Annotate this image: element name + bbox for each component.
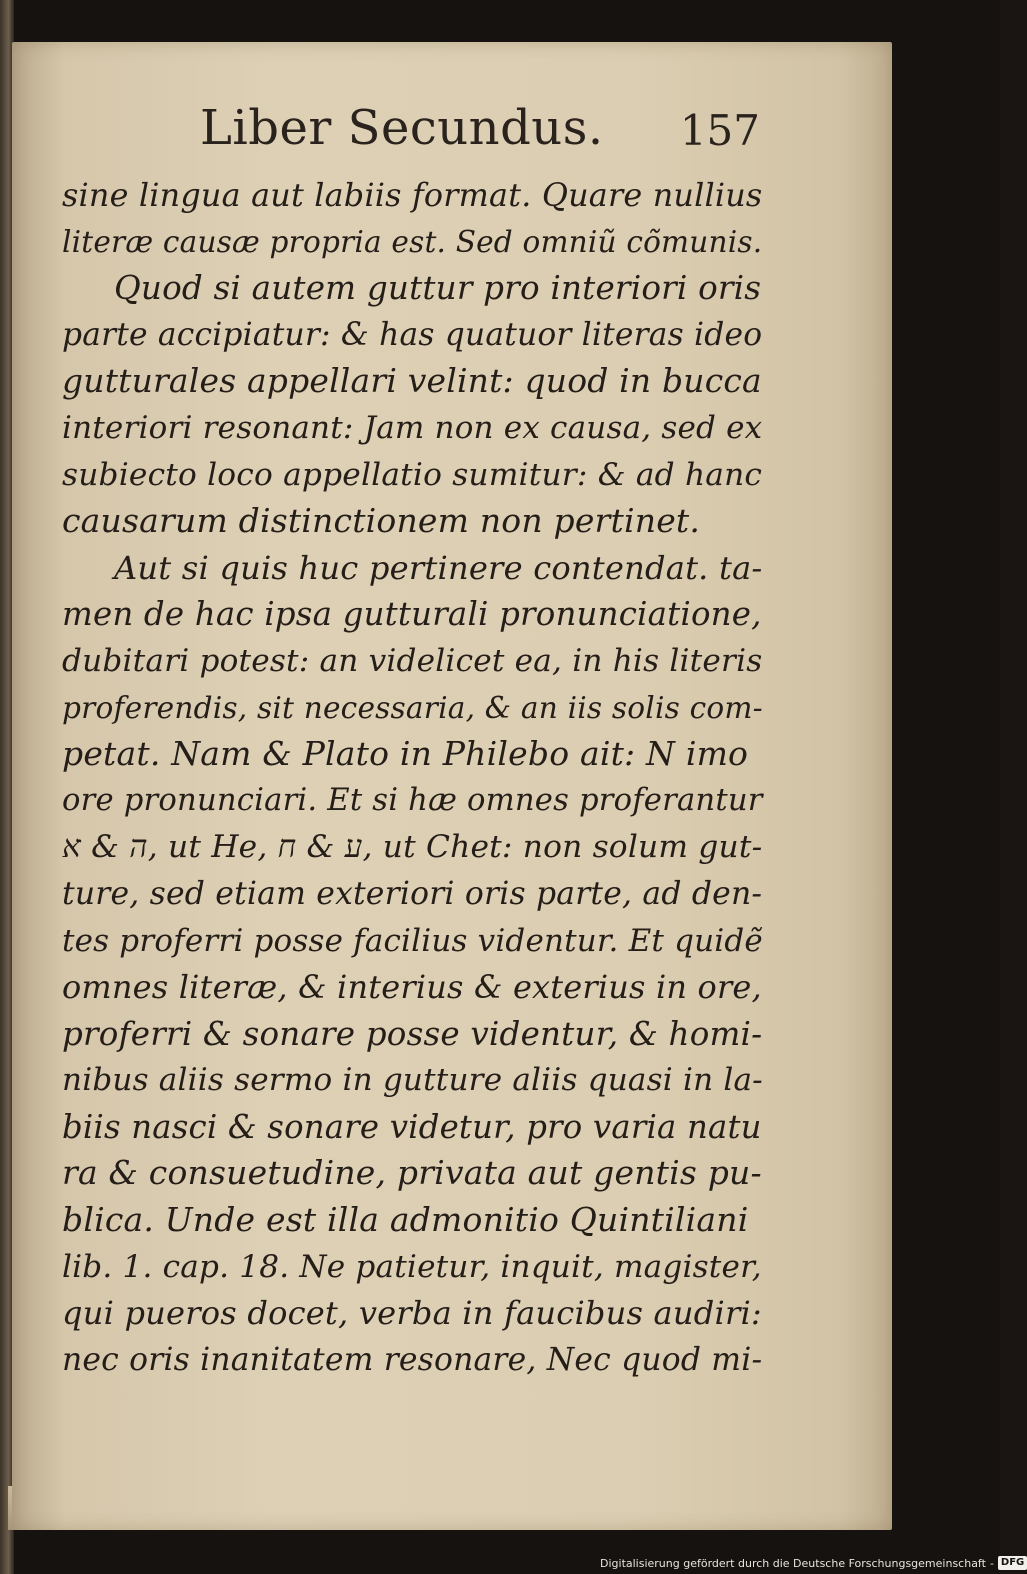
text-line: petat. Nam & Plato in Philebo ait: N imo (62, 734, 749, 774)
text-line: proferendis, sit necessaria, & an iis solis com- (62, 690, 763, 725)
credit-separator: - (989, 1556, 994, 1570)
digitization-credit (600, 1554, 1027, 1572)
text-line: literæ causæ propria est. Sed omniũ cõmunis. (62, 224, 763, 259)
text-line: biis nasci & sonare videtur, pro varia natu (62, 1107, 762, 1146)
credit-text: Digitalisierung gefördert durch die Deutsche Forschungsgemeinschaft (600, 1556, 986, 1570)
text-line: nibus aliis sermo in gutture aliis quasi in la- (62, 1062, 763, 1099)
text-line: interiori resonant: Jam non ex causa, sed ex (62, 409, 763, 446)
dfg-logo: DFG (998, 1556, 1027, 1570)
text-line: causarum distinctionem non pertinet. (62, 501, 701, 541)
text-line: subiecto loco appellatio sumitur: & ad hanc (62, 456, 763, 493)
text-line: Aut si quis huc pertinere contendat. ta- (114, 548, 763, 587)
text-line: Quod si autem guttur pro interiori oris (114, 269, 762, 308)
text-line: men de hac ipsa gutturali pronunciatione, (62, 595, 762, 634)
body-text (62, 172, 762, 1383)
text-line: blica. Unde est illa admonitio Quintiliani (62, 1200, 749, 1240)
text-line: lib. 1. cap. 18. Ne patietur, inquit, magister, (62, 1248, 762, 1285)
text-line: sine lingua aut labiis format. Quare nullius (62, 176, 763, 214)
text-line: ture, sed etiam exteriori oris parte, ad den- (62, 875, 763, 912)
text-line: parte accipiatur: & has quatuor literas ideo (62, 316, 763, 353)
text-line: qui pueros docet, verba in faucibus audiri: (62, 1294, 762, 1333)
text-line: dubitari potest: an videlicet ea, in his literis (62, 642, 763, 679)
page-number: 157 (679, 106, 760, 155)
text-line: tes proferri posse facilius videntur. Et quidẽ (62, 922, 763, 959)
text-line: omnes literæ, & interius & exterius in ore, (62, 968, 762, 1007)
text-line: ra & consuetudine, privata aut gentis pu- (62, 1153, 762, 1193)
text-line: nec oris inanitatem resonare, Nec quod mi- (62, 1341, 763, 1378)
text-line: ore pronunciari. Et si hæ omnes proferantur (62, 782, 763, 818)
text-line: proferri & sonare posse videntur, & homi- (62, 1014, 763, 1053)
page-header (200, 100, 760, 164)
text-line: gutturales appellari velint: quod in bucca (62, 361, 762, 401)
running-head: Liber Secundus. (200, 100, 604, 156)
text-line: ה & א, ut He, ע & ח, ut Chet: non solum gut- (62, 829, 763, 866)
